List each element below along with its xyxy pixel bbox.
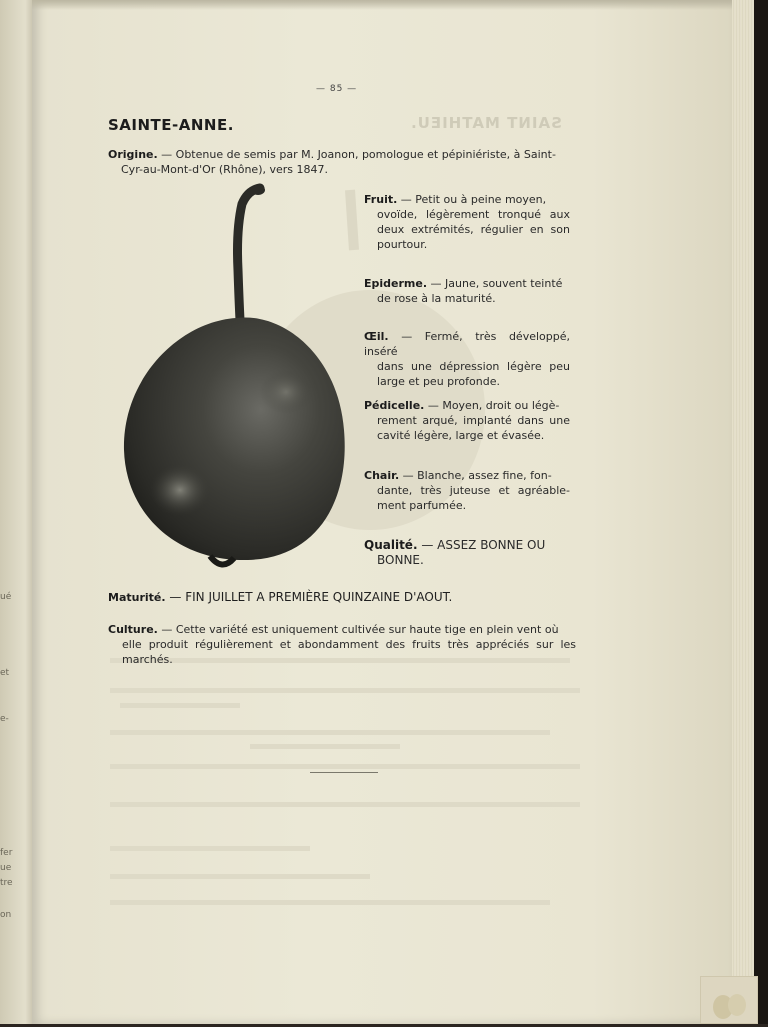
- page-title: SAINTE-ANNE.: [108, 116, 234, 134]
- pear-thumbnail-icon: [701, 977, 757, 1023]
- left-page-fragment: fer: [0, 848, 13, 858]
- page-number: — 85 —: [316, 84, 358, 94]
- left-page-fragment: on: [0, 910, 12, 920]
- left-page-fragment: et: [0, 668, 10, 678]
- fruit-text-continued: ovoïde, légèrement tronqué aux deux extrémités, régulier en son pourtour.: [377, 208, 570, 251]
- maturite-label: Maturité.: [108, 591, 166, 604]
- qualite-text: — ASSEZ BONNE OU: [421, 538, 546, 552]
- fruit-text: — Petit ou à peine moyen,: [400, 193, 547, 206]
- oeil-description: [364, 329, 570, 389]
- culture-text-continued: elle produit régulièrement et abondamment des fruits très appréciés sur les marchés.: [122, 638, 576, 666]
- pedicelle-text: — Moyen, droit ou légè-: [427, 399, 560, 412]
- page-top-shadow: [32, 0, 732, 10]
- qualite-label: Qualité.: [364, 538, 418, 552]
- oeil-label: Œil.: [364, 330, 389, 343]
- background-right: [754, 0, 768, 1024]
- chair-text-continued: dante, très juteuse et agréable-ment parfumée.: [377, 484, 570, 512]
- bleed-through-text-block: [110, 658, 580, 908]
- oeil-text-continued: dans une dépression légère peu large et peu profonde.: [377, 360, 570, 388]
- oeil-text: — Fermé, très développé, inséré: [364, 330, 570, 358]
- chair-description: [364, 468, 570, 513]
- bleed-through-heading: SAINT MATHIEU.: [410, 114, 562, 132]
- chair-text: — Blanche, assez fine, fon-: [402, 469, 552, 482]
- maturite-text: — FIN JUILLET A PREMIÈRE QUINZAINE D'AOUT.: [169, 590, 453, 604]
- left-page-fragment: e-: [0, 714, 9, 724]
- epiderme-description: [364, 276, 570, 306]
- page-stack-edge: [732, 0, 754, 1024]
- qualite-text-continued: BONNE.: [377, 553, 424, 567]
- fruit-label: Fruit.: [364, 193, 398, 206]
- section-divider: [310, 772, 378, 773]
- culture-label: Culture.: [108, 623, 158, 636]
- fruit-description: [364, 192, 570, 252]
- left-page-edge: [0, 0, 36, 1024]
- origine-text: — Obtenue de semis par M. Joanon, pomologue et pépiniériste, à Saint-: [161, 148, 556, 161]
- pedicelle-text-continued: rement arqué, implanté dans une cavité légère, large et évasée.: [377, 414, 570, 442]
- maturite-line: [108, 590, 452, 604]
- epiderme-text: — Jaune, souvent teinté: [430, 277, 563, 290]
- left-page-fragment: ue: [0, 863, 12, 873]
- left-page-fragment: ué: [0, 592, 12, 602]
- pedicelle-label: Pédicelle.: [364, 399, 425, 412]
- origine-paragraph: [108, 147, 570, 177]
- pedicelle-description: [364, 398, 570, 443]
- corner-thumbnail: [700, 976, 758, 1024]
- origine-text-continued: Cyr-au-Mont-d'Or (Rhône), vers 1847.: [121, 163, 328, 176]
- left-page-fragment: tre: [0, 878, 13, 888]
- culture-paragraph: [108, 622, 576, 667]
- chair-label: Chair.: [364, 469, 400, 482]
- pear-photograph: [118, 180, 358, 576]
- epiderme-text-continued: de rose à la maturité.: [377, 292, 496, 305]
- origine-label: Origine.: [108, 148, 158, 161]
- culture-text: — Cette variété est uniquement cultivée sur haute tige en plein vent où: [161, 623, 559, 636]
- pear-illustration: [118, 180, 358, 576]
- epiderme-label: Epiderme.: [364, 277, 428, 290]
- qualite-description: [364, 538, 570, 568]
